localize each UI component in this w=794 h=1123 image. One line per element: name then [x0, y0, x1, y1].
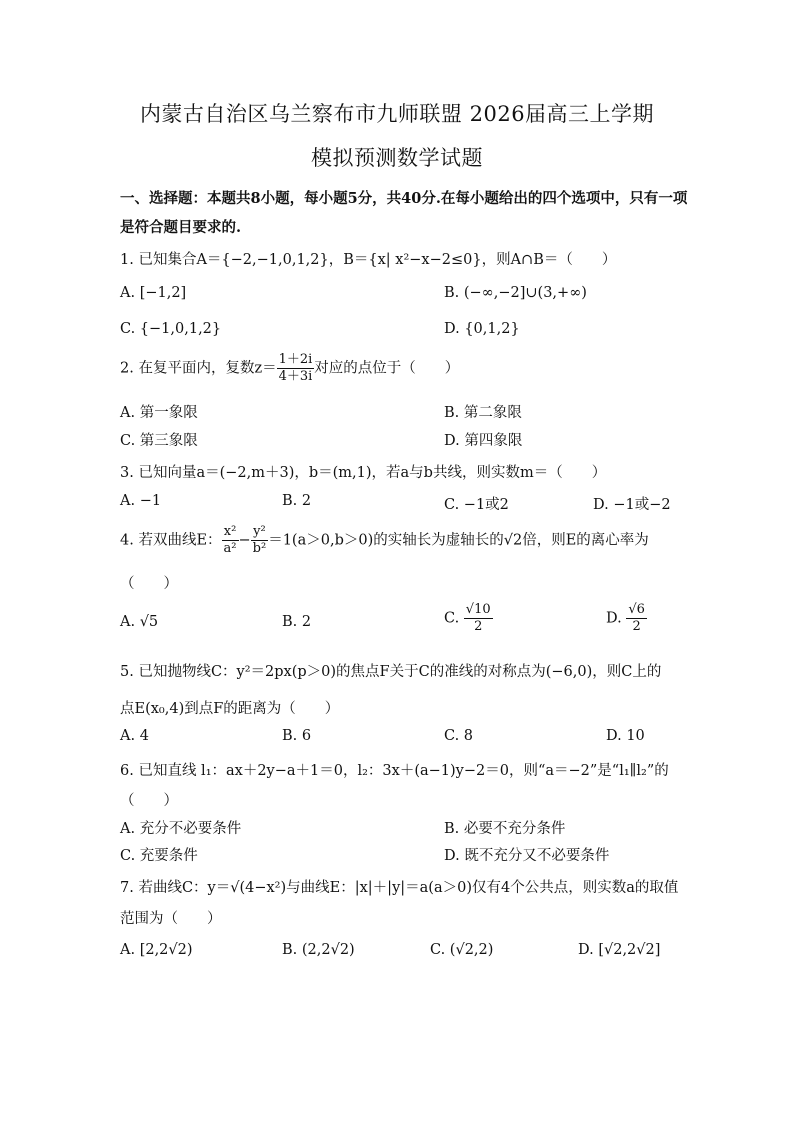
question-6-option-d[interactable]: D. 既不充分又不必要条件 [444, 848, 610, 864]
exam-title-line2: 模拟预测数学试题 [311, 146, 483, 170]
option-label: D. [606, 610, 622, 627]
fraction-denominator: b² [252, 541, 267, 556]
fraction-denominator: a² [223, 541, 237, 556]
fraction-numerator: y² [251, 524, 269, 541]
question-2-option-a[interactable]: A. 第一象限 [120, 405, 198, 421]
question-6-option-c[interactable]: C. 充要条件 [120, 848, 198, 864]
question-4-option-c[interactable] [444, 602, 493, 635]
question-4-fraction-x [222, 524, 239, 557]
section-heading: 一、选择题：本题共8小题，每小题5分，共40分.在每小题给出的四个选项中，只有一项 [120, 190, 688, 207]
fraction-denominator: 4＋3i [278, 369, 313, 384]
question-5-option-b[interactable]: B. 6 [282, 728, 312, 744]
question-4-fraction-y [251, 524, 269, 557]
question-6-stem-line2: （ ） [120, 793, 178, 809]
question-2-stem [120, 352, 459, 385]
question-7-option-b[interactable]: B. (2,2√2) [282, 942, 355, 958]
minus-sign: − [238, 532, 251, 549]
question-2-stem-post: 对应的点位于（ ） [314, 360, 460, 377]
question-3-option-c[interactable]: C. −1或2 [444, 497, 509, 513]
question-7-option-d[interactable]: D. [√2,2√2] [578, 942, 661, 958]
question-3-option-b[interactable]: B. 2 [282, 493, 312, 509]
question-7-stem: 7. 若曲线C：y＝√(4−x²)与曲线E：|x|＋|y|＝a(a＞0)仅有4个公共点，则实数a的取值 [120, 880, 679, 896]
question-1-option-d[interactable]: D. {0,1,2} [444, 321, 520, 337]
fraction-numerator: √6 [628, 602, 645, 617]
fraction-denominator: 2 [632, 619, 641, 634]
fraction-numerator: √10 [465, 602, 491, 617]
question-7-stem-line2: 范围为（ ） [120, 911, 222, 927]
question-5-option-c[interactable]: C. 8 [444, 728, 474, 744]
question-2-option-c[interactable]: C. 第三象限 [120, 433, 198, 449]
question-4-stem-line2: （ ） [120, 576, 178, 592]
question-3-option-d[interactable]: D. −1或−2 [593, 497, 671, 513]
question-4-stem-pre: 4. 若双曲线E： [120, 532, 222, 549]
fraction-numerator: x² [222, 524, 239, 541]
question-1-stem: 1. 已知集合A＝{−2,−1,0,1,2}，B＝{x| x²−x−2≤0}，则A∩B＝（ ） [120, 252, 617, 268]
question-5-stem: 5. 已知抛物线C：y²＝2px(p＞0)的焦点F关于C的准线的对称点为(−6,0)，则C上的 [120, 664, 662, 680]
question-3-stem: 3. 已知向量a＝(−2,m＋3)，b＝(m,1)，若a与b共线，则实数m＝（ ） [120, 465, 607, 481]
question-4-option-d[interactable] [606, 602, 647, 635]
question-5-stem-line2: 点E(x₀,4)到点F的距离为（ ） [120, 701, 340, 717]
question-4-option-b[interactable]: B. 2 [282, 614, 312, 630]
exam-title-line1: 内蒙古自治区乌兰察布市九师联盟 2026届高三上学期 [139, 102, 655, 126]
fraction-numerator: 1＋2i [278, 352, 313, 367]
question-6-stem: 6. 已知直线 l₁：ax＋2y−a＋1＝0，l₂：3x＋(a−1)y−2＝0，则“a＝−2”是“l₁∥l₂”的 [120, 763, 669, 779]
option-fraction [626, 602, 647, 635]
question-5-option-a[interactable]: A. 4 [120, 728, 149, 744]
option-label: C. [444, 610, 460, 627]
question-3-option-a[interactable]: A. −1 [120, 493, 162, 509]
question-5-option-d[interactable]: D. 10 [606, 728, 645, 744]
question-2-option-b[interactable]: B. 第二象限 [444, 405, 522, 421]
question-2-option-d[interactable]: D. 第四象限 [444, 433, 523, 449]
question-1-option-b[interactable]: B. (−∞,−2]∪(3,+∞) [444, 285, 587, 301]
question-6-option-a[interactable]: A. 充分不必要条件 [120, 821, 242, 837]
question-7-option-c[interactable]: C. (√2,2) [430, 942, 494, 958]
question-2-fraction [277, 352, 315, 385]
question-6-option-b[interactable]: B. 必要不充分条件 [444, 821, 566, 837]
question-2-stem-pre: 2. 在复平面内，复数z＝ [120, 360, 277, 377]
option-fraction [464, 602, 493, 635]
fraction-denominator: 2 [474, 619, 483, 634]
question-7-option-a[interactable]: A. [2,2√2) [120, 942, 193, 958]
question-4-stem-post: ＝1(a＞0,b＞0)的实轴长为虚轴长的√2倍，则E的离心率为 [268, 532, 649, 549]
question-4-option-a[interactable]: A. √5 [120, 614, 159, 630]
section-heading-cont: 是符合题目要求的. [120, 219, 242, 236]
question-1-option-c[interactable]: C. {−1,0,1,2} [120, 321, 222, 337]
question-1-option-a[interactable]: A. [−1,2] [120, 285, 187, 301]
question-4-stem [120, 524, 649, 557]
